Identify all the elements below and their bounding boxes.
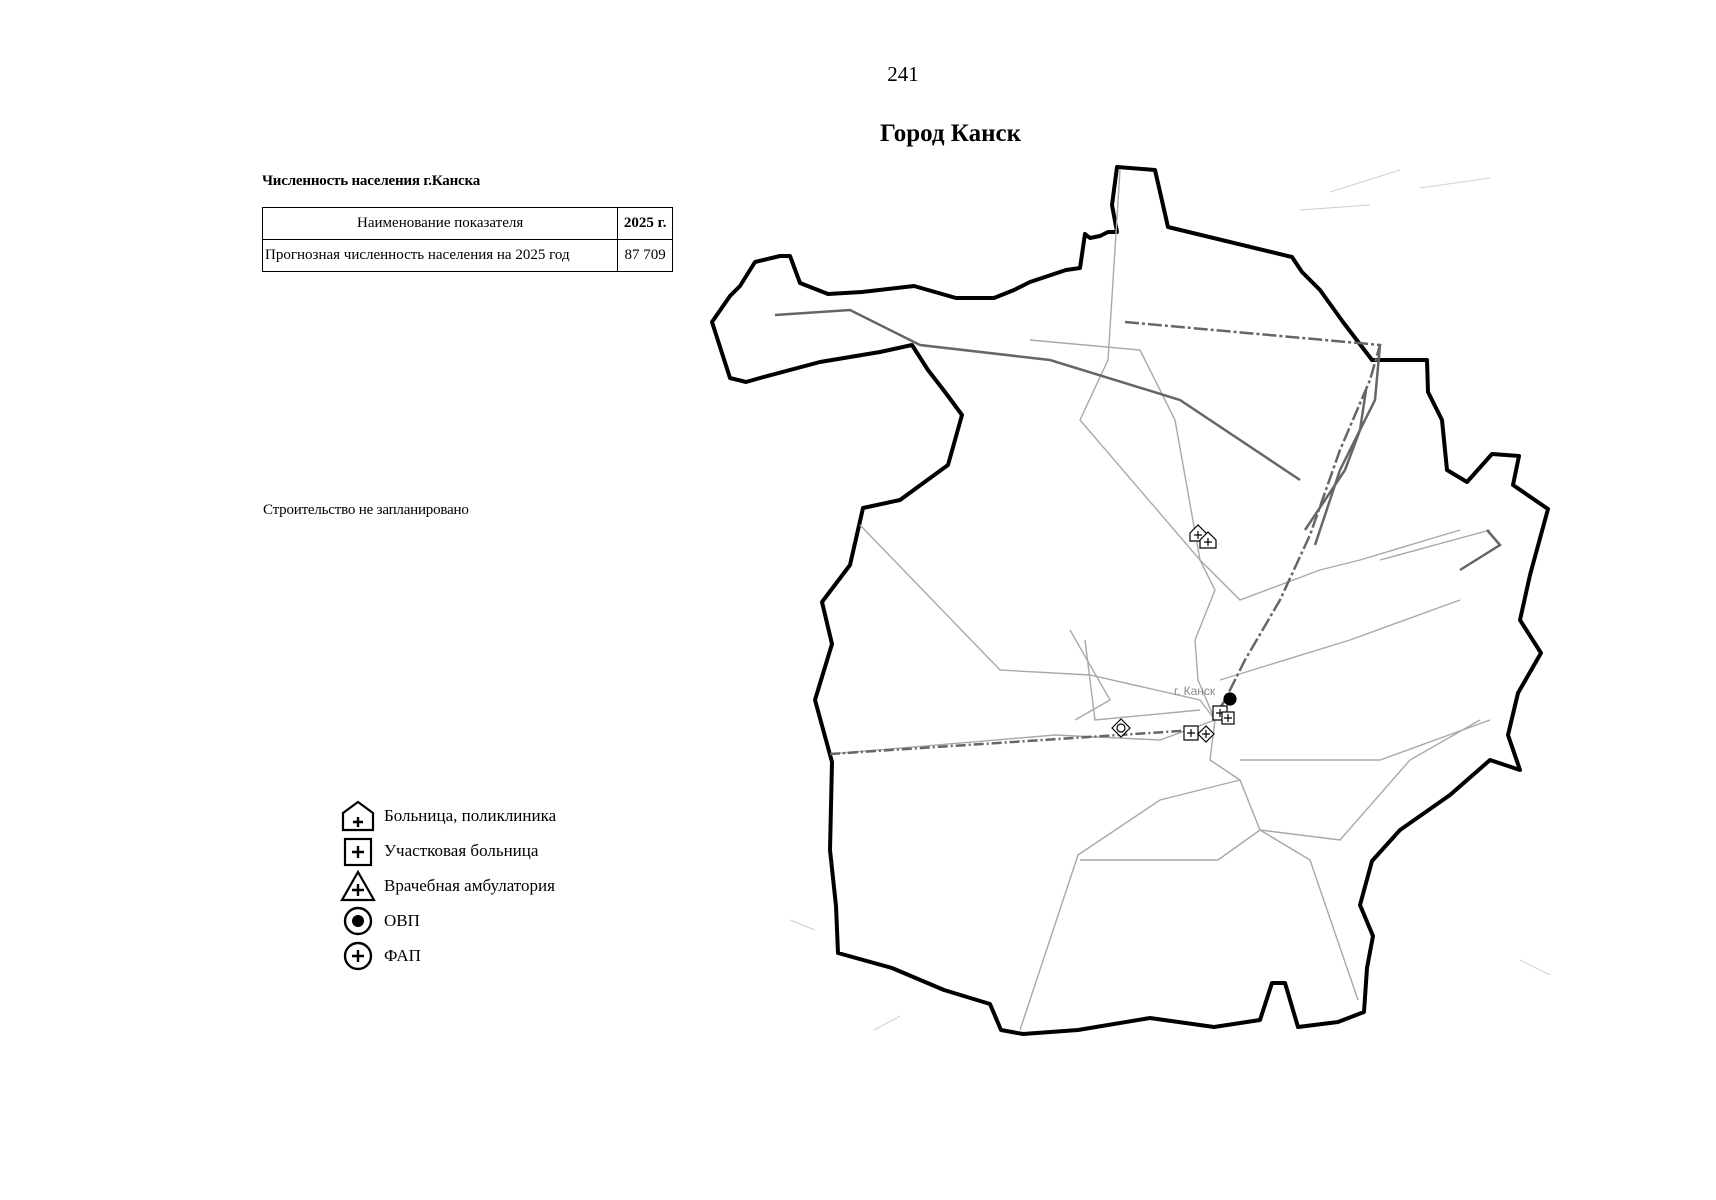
district-hospital-icon: [340, 834, 376, 868]
legend-item-ovp: [340, 903, 556, 938]
map-city-label: г. Канск: [1174, 684, 1216, 698]
legend-label: Больница, поликлиника: [384, 805, 557, 825]
map-legend: [340, 798, 556, 973]
legend-label: ФАП: [384, 945, 421, 965]
legend-item-ambulatory: [340, 868, 556, 903]
legend-item-district-hospital: [340, 833, 556, 868]
fap-icon: [340, 939, 376, 973]
map-title: Город Канск: [880, 120, 1021, 147]
table-caption: Численность населения г.Канска: [262, 173, 481, 189]
ambulatory-icon: [340, 869, 376, 903]
legend-label: ОВП: [384, 910, 420, 930]
table-cell-value: 87 709: [618, 240, 673, 272]
district-hospital-icon: [1222, 712, 1234, 724]
page-number: 241: [887, 62, 919, 86]
legend-item-hospital: [340, 798, 556, 833]
ovp-icon: [1224, 693, 1236, 705]
district-hospital-icon: [1184, 726, 1198, 740]
city-boundary: [712, 167, 1548, 1034]
ovp-icon: [340, 904, 376, 938]
legend-label: Врачебная амбулатория: [384, 875, 555, 895]
legend-label: Участковая больница: [384, 840, 539, 860]
construction-note: Строительство не запланировано: [263, 502, 469, 518]
table-cell-indicator: Прогнозная численность населения на 2025 год: [263, 240, 618, 272]
table-header-indicator: Наименование показателя: [263, 208, 618, 240]
legend-item-fap: [340, 938, 556, 973]
table-header-year: 2025 г.: [618, 208, 673, 240]
hospital-icon: [340, 799, 376, 833]
